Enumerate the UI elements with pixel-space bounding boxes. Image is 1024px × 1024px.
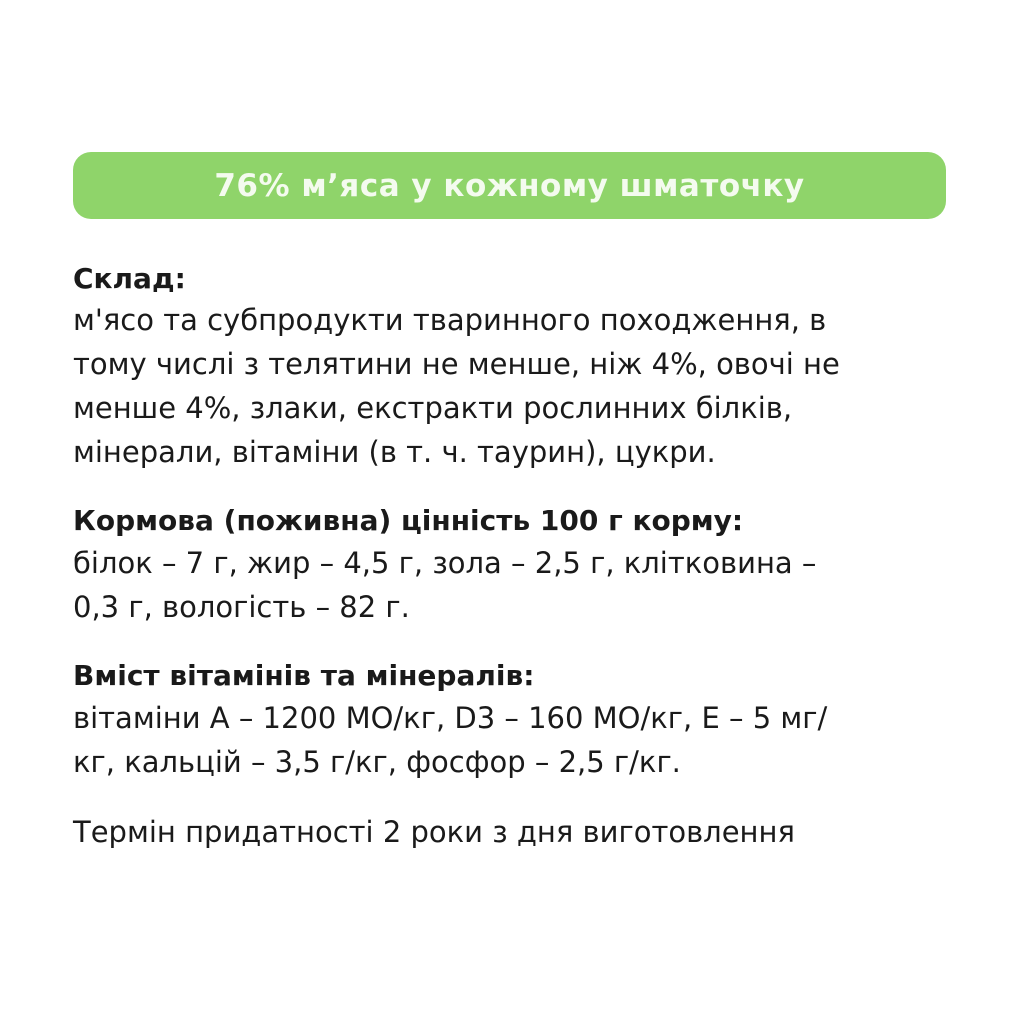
vitamins-line: кг, кальцій – 3,5 г/кг, фосфор – 2,5 г/кг. — [73, 745, 681, 779]
vitamins-line: вітаміни А – 1200 МО/кг, D3 – 160 МО/кг, Е – 5 мг/ — [73, 701, 828, 735]
nutrition-line: білок – 7 г, жир – 4,5 г, зола – 2,5 г, клітковина – — [73, 546, 817, 580]
vitamins-section — [73, 655, 953, 784]
vitamins-heading: Вміст вітамінів та мінералів: — [73, 659, 535, 692]
composition-heading: Склад: — [73, 262, 186, 295]
shelf-life-text: Термін придатності 2 роки з дня виготовлення — [73, 815, 795, 849]
nutrition-heading: Кормова (поживна) цінність 100 г корму: — [73, 504, 744, 537]
nutrition-section — [73, 500, 953, 629]
composition-section — [73, 260, 953, 474]
shelf-life-section — [73, 810, 953, 854]
nutrition-line: 0,3 г, вологість – 82 г. — [73, 590, 410, 624]
product-info — [73, 260, 953, 880]
composition-line: м'ясо та субпродукти тваринного походження, в — [73, 303, 827, 337]
composition-line: менше 4%, злаки, екстракти рослинних білків, — [73, 391, 793, 425]
meat-content-banner — [73, 152, 946, 219]
composition-line: мінерали, вітаміни (в т. ч. таурин), цукри. — [73, 435, 716, 469]
banner-text: 76% м’яса у кожному шматочку — [214, 167, 805, 204]
composition-line: тому числі з телятини не менше, ніж 4%, овочі не — [73, 347, 840, 381]
